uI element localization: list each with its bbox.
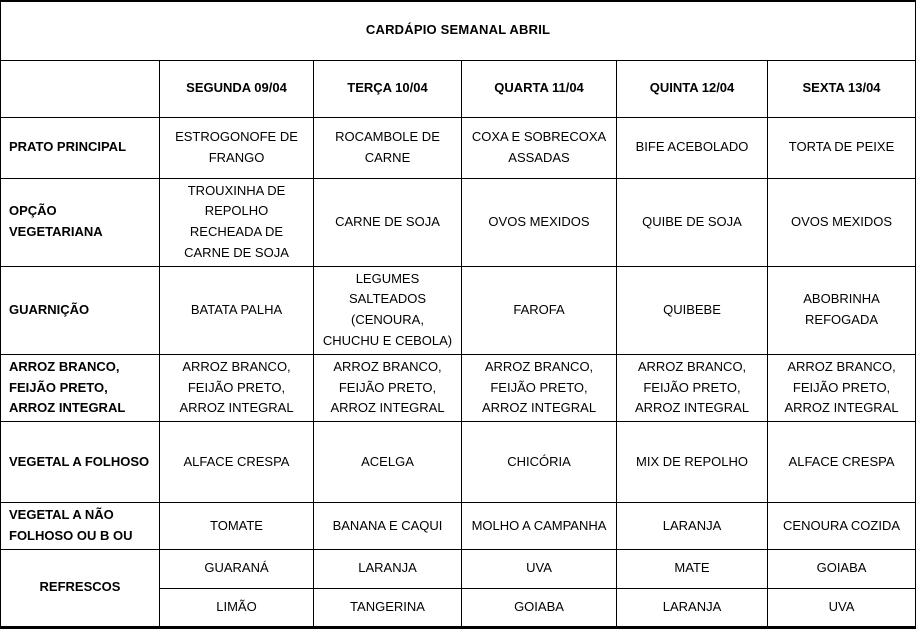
menu-cell: LARANJA [617,503,768,550]
menu-cell: ARROZ BRANCO, FEIJÃO PRETO, ARROZ INTEGRAL [768,354,916,421]
menu-cell: LEGUMES SALTEADOS (CENOURA, CHUCHU E CEBOLA) [314,266,462,354]
menu-cell: ROCAMBOLE DE CARNE [314,117,462,178]
table-row-vegetal-folhoso [1,422,916,503]
menu-cell: BIFE ACEBOLADO [617,117,768,178]
menu-cell: BANANA E CAQUI [314,503,462,550]
menu-cell: CENOURA COZIDA [768,503,916,550]
day-header-row [1,60,916,117]
menu-cell: TROUXINHA DE REPOLHO RECHEADA DE CARNE DE SOJA [160,178,314,266]
menu-cell: ALFACE CRESPA [160,422,314,503]
menu-cell: MIX DE REPOLHO [617,422,768,503]
row-label: REFRESCOS [1,549,160,627]
menu-cell: ABOBRINHA REFOGADA [768,266,916,354]
table-row-refrescos-1 [1,549,916,588]
menu-cell: LIMÃO [160,588,314,627]
day-header-terca: TERÇA 10/04 [314,60,462,117]
row-label: ARROZ BRANCO, FEIJÃO PRETO, ARROZ INTEGRAL [1,354,160,421]
table-row-vegetal-nao-folhoso [1,503,916,550]
row-label: PRATO PRINCIPAL [1,117,160,178]
row-label: VEGETAL A FOLHOSO [1,422,160,503]
row-label: VEGETAL A NÃO FOLHOSO OU B OU [1,503,160,550]
title-row [1,1,916,60]
menu-cell: CHICÓRIA [462,422,617,503]
menu-cell: COXA E SOBRECOXA ASSADAS [462,117,617,178]
menu-cell: GUARANÁ [160,549,314,588]
page-title: CARDÁPIO SEMANAL ABRIL [1,1,916,60]
row-label: OPÇÃO VEGETARIANA [1,178,160,266]
menu-cell: OVOS MEXIDOS [768,178,916,266]
table-row-guarnicao [1,266,916,354]
day-header-quarta: QUARTA 11/04 [462,60,617,117]
row-label: GUARNIÇÃO [1,266,160,354]
menu-cell: ARROZ BRANCO, FEIJÃO PRETO, ARROZ INTEGRAL [462,354,617,421]
menu-cell: OVOS MEXIDOS [462,178,617,266]
day-header-sexta: SEXTA 13/04 [768,60,916,117]
day-header-segunda: SEGUNDA 09/04 [160,60,314,117]
table-row-arroz-feijao [1,354,916,421]
menu-cell: MATE [617,549,768,588]
menu-cell: ARROZ BRANCO, FEIJÃO PRETO, ARROZ INTEGRAL [617,354,768,421]
menu-cell: CARNE DE SOJA [314,178,462,266]
table-row-prato-principal [1,117,916,178]
menu-cell: QUIBE DE SOJA [617,178,768,266]
menu-cell: ESTROGONOFE DE FRANGO [160,117,314,178]
corner-cell [1,60,160,117]
menu-cell: ACELGA [314,422,462,503]
menu-cell: UVA [462,549,617,588]
menu-cell: TORTA DE PEIXE [768,117,916,178]
menu-cell: LARANJA [617,588,768,627]
menu-cell: ARROZ BRANCO, FEIJÃO PRETO, ARROZ INTEGRAL [314,354,462,421]
menu-cell: MOLHO A CAMPANHA [462,503,617,550]
day-header-quinta: QUINTA 12/04 [617,60,768,117]
menu-cell: QUIBEBE [617,266,768,354]
menu-cell: GOIABA [462,588,617,627]
table-row-opcao-vegetariana [1,178,916,266]
menu-cell: UVA [768,588,916,627]
menu-cell: ARROZ BRANCO, FEIJÃO PRETO, ARROZ INTEGRAL [160,354,314,421]
menu-cell: BATATA PALHA [160,266,314,354]
menu-cell: GOIABA [768,549,916,588]
menu-cell: FAROFA [462,266,617,354]
menu-cell: LARANJA [314,549,462,588]
menu-cell: ALFACE CRESPA [768,422,916,503]
menu-cell: TANGERINA [314,588,462,627]
menu-cell: TOMATE [160,503,314,550]
